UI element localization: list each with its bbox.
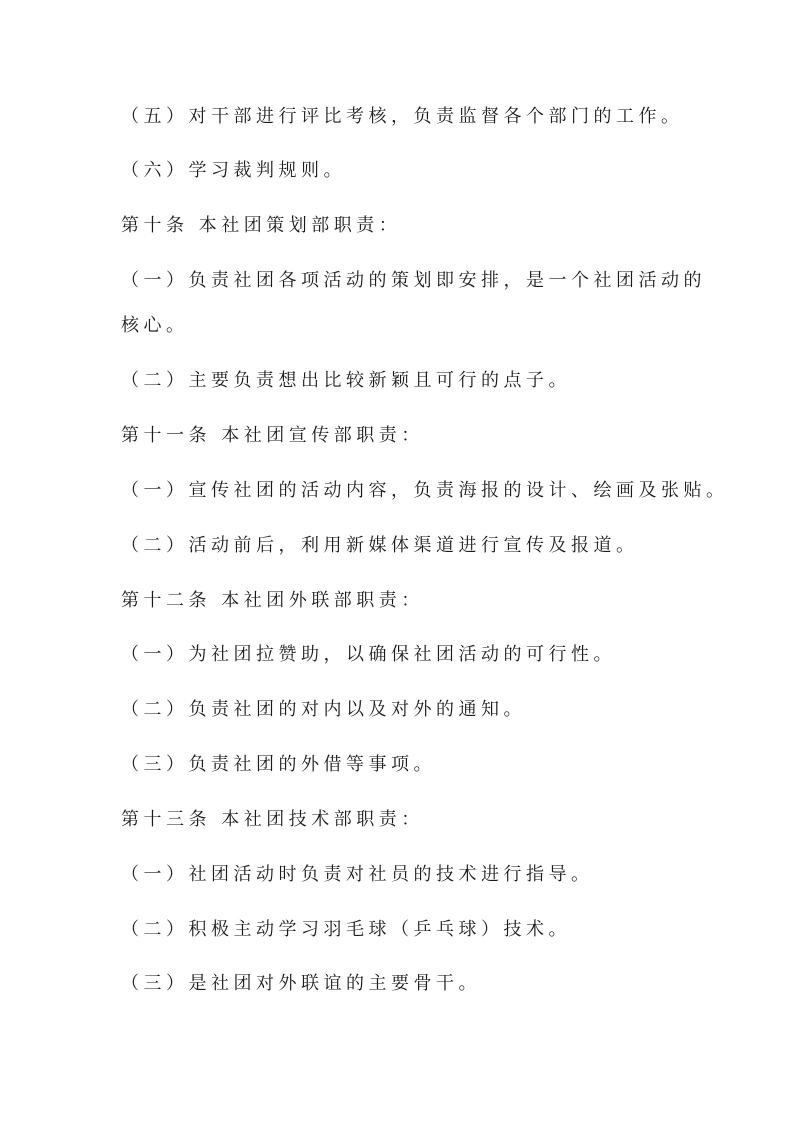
paragraph-duty-5: （五）对干部进行评比考核，负责监督各个部门的工作。 [121,106,684,127]
paragraph-publicity-1: （一）宣传社团的活动内容，负责海报的设计、绘画及张贴。 [121,480,729,501]
paragraph-planning-1-cont: 核心。 [121,315,189,336]
article-11-heading: 第十一条 本社团宣传部职责： [121,425,424,446]
paragraph-publicity-2: （二）活动前后，利用新媒体渠道进行宣传及报道。 [121,535,639,556]
paragraph-planning-1: （一）负责社团各项活动的策划即安排，是一个社团活动的 [121,270,706,291]
paragraph-liaison-3: （三）负责社团的外借等事项。 [121,754,436,775]
article-13-heading: 第十三条 本社团技术部职责： [121,809,424,830]
article-10-heading: 第十条 本社团策划部职责： [121,215,402,236]
paragraph-liaison-1: （一）为社团拉赞助，以确保社团活动的可行性。 [121,644,616,665]
paragraph-technical-3: （三）是社团对外联谊的主要骨干。 [121,973,481,994]
paragraph-technical-2: （二）积极主动学习羽毛球（乒乓球）技术。 [121,919,571,940]
article-12-heading: 第十二条 本社团外联部职责： [121,590,424,611]
paragraph-technical-1: （一）社团活动时负责对社员的技术进行指导。 [121,864,594,885]
paragraph-duty-6: （六）学习裁判规则。 [121,160,346,181]
paragraph-planning-2: （二）主要负责想出比较新颖且可行的点子。 [121,370,571,391]
paragraph-liaison-2: （二）负责社团的对内以及对外的通知。 [121,699,526,720]
